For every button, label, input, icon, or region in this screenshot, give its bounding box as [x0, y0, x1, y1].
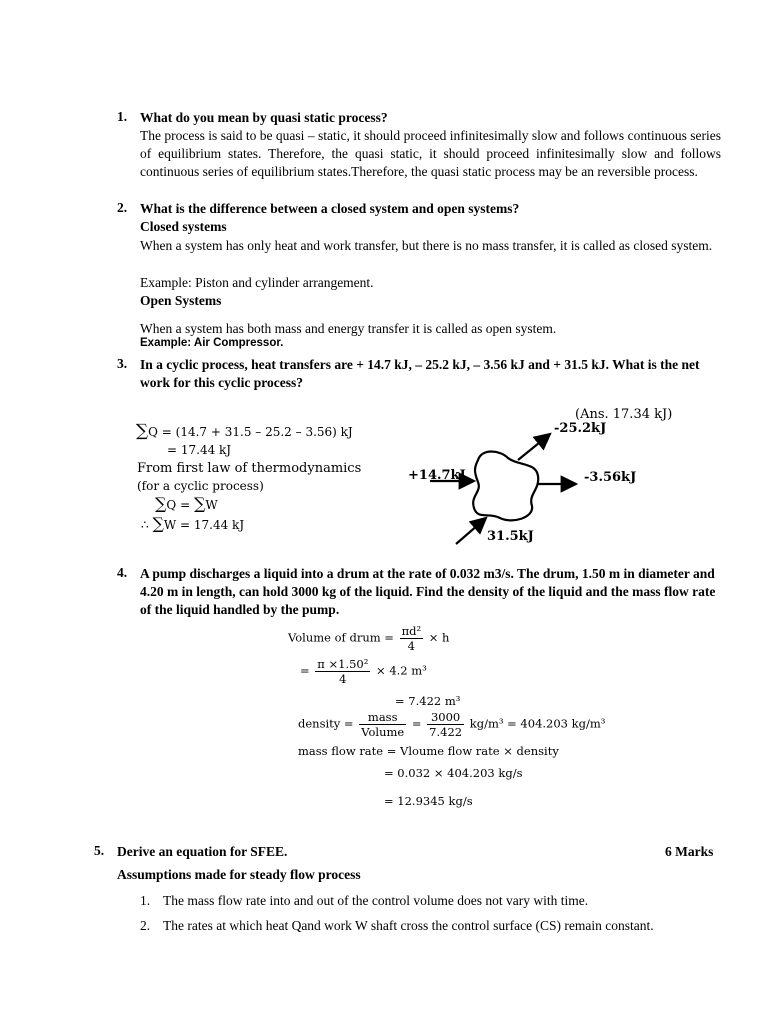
- question-4-title: A pump discharges a liquid into a drum at the rate of 0.032 m3/s. The drum, 1.50 m in diameter and 4.20 m in length, can hold 3000 kg of the liquid. Find the density of the liquid and the mass flow rate of the liquid handled by the pump.: [140, 566, 716, 617]
- sigma-symbol: ∑: [136, 421, 149, 441]
- answer-label: (Ans. 17.34 kJ): [575, 407, 673, 422]
- question-3-title: In a cyclic process, heat transfers are + 14.7 kJ, – 25.2 kJ, – 3.56 kJ and + 31.5 kJ. What is the net work for this cyclic process?: [140, 357, 700, 390]
- question-3-number: 3.: [117, 356, 128, 371]
- system-boundary: [473, 452, 538, 521]
- question-2-title: What is the difference between a closed system and open systems?: [140, 201, 520, 216]
- assumption-item-2-number: 2.: [140, 918, 151, 933]
- volume-result: = 7.422 m³: [395, 694, 461, 708]
- mass-flow-rate-formula: mass flow rate = Vloume flow rate × density: [298, 744, 559, 758]
- arrow-out-top: [518, 434, 550, 460]
- label-in-left: +14.7kJ: [408, 468, 466, 483]
- sigma-symbol: ∑: [193, 494, 206, 513]
- therefore-w-result: ∴ ∑W = 17.44 kJ: [141, 514, 245, 533]
- volume-step: = $\frac{\text{π ×1.50²}}{4}$ × 4.2 m³: [300, 657, 427, 686]
- question-1-title: What do you mean by quasi static process?: [140, 110, 388, 125]
- arrow-in-bottom: [456, 518, 486, 544]
- question-1-answer: The process is said to be quasi – static, it should proceed infinitesimally slow and follows continuous series of equilibrium states. Therefore, the quasi static, it should proceed infinitesimally slow and follows continuous series of equilibrium states.Therefore, the quasi static process may be an reversible process.: [140, 128, 721, 179]
- question-2-number: 2.: [117, 200, 128, 215]
- closed-systems-text: When a system has only heat and work transfer, but there is no mass transfer, it is called as closed system.: [140, 238, 713, 253]
- closed-systems-heading: Closed systems: [140, 219, 227, 234]
- cyclic-process-text: (for a cyclic process): [137, 479, 264, 493]
- mass-flow-rate-step: = 0.032 × 404.203 kg/s: [384, 766, 523, 780]
- therefore-symbol: ∴: [141, 518, 153, 532]
- mass-flow-rate-result: = 12.9345 kg/s: [384, 794, 473, 808]
- open-systems-example: Example: Air Compressor.: [140, 337, 284, 349]
- density-formula: density = $\frac{\text{mass}}{\text{Volume}}$ = $\frac{3000}{7.422}$ kg/m³ = 404.203 kg/m³: [298, 710, 606, 739]
- open-systems-text: When a system has both mass and energy transfer it is called as open system.: [140, 321, 557, 336]
- question-4-number: 4.: [117, 565, 128, 580]
- question-5-number: 5.: [94, 843, 105, 858]
- sigma-symbol: ∑: [155, 494, 167, 513]
- question-5-marks: 6 Marks: [665, 844, 714, 859]
- label-out-top: -25.2kJ: [554, 421, 607, 436]
- question-1-number: 1.: [117, 109, 128, 124]
- assumption-item-1-text: The mass flow rate into and out of the control volume does not vary with time.: [163, 893, 589, 908]
- question-5-title: Derive an equation for SFEE.: [117, 844, 288, 859]
- sum-q-equals-sum-w: ∑Q = ∑W: [155, 494, 218, 513]
- label-in-bottom: 31.5kJ: [487, 529, 534, 544]
- assumption-item-2-text: The rates at which heat Qand work W shaft cross the control surface (CS) remain constant.: [163, 918, 654, 933]
- sum-q-equation: ∑Q = (14.7 + 31.5 – 25.2 – 3.56) kJ: [136, 421, 353, 441]
- open-systems-heading: Open Systems: [140, 293, 222, 308]
- assumption-item-1-number: 1.: [140, 893, 151, 908]
- sum-q-result: = 17.44 kJ: [167, 443, 232, 457]
- cyclic-process-diagram: [400, 420, 600, 550]
- sigma-symbol: ∑: [152, 514, 164, 533]
- first-law-text: From first law of thermodynamics: [137, 461, 362, 476]
- closed-systems-example: Example: Piston and cylinder arrangement.: [140, 275, 374, 290]
- volume-formula: Volume of drum = $\frac{\text{πd²}}{4}$ × h: [288, 624, 450, 653]
- label-out-right: -3.56kJ: [584, 470, 637, 485]
- assumptions-heading: Assumptions made for steady flow process: [117, 867, 361, 882]
